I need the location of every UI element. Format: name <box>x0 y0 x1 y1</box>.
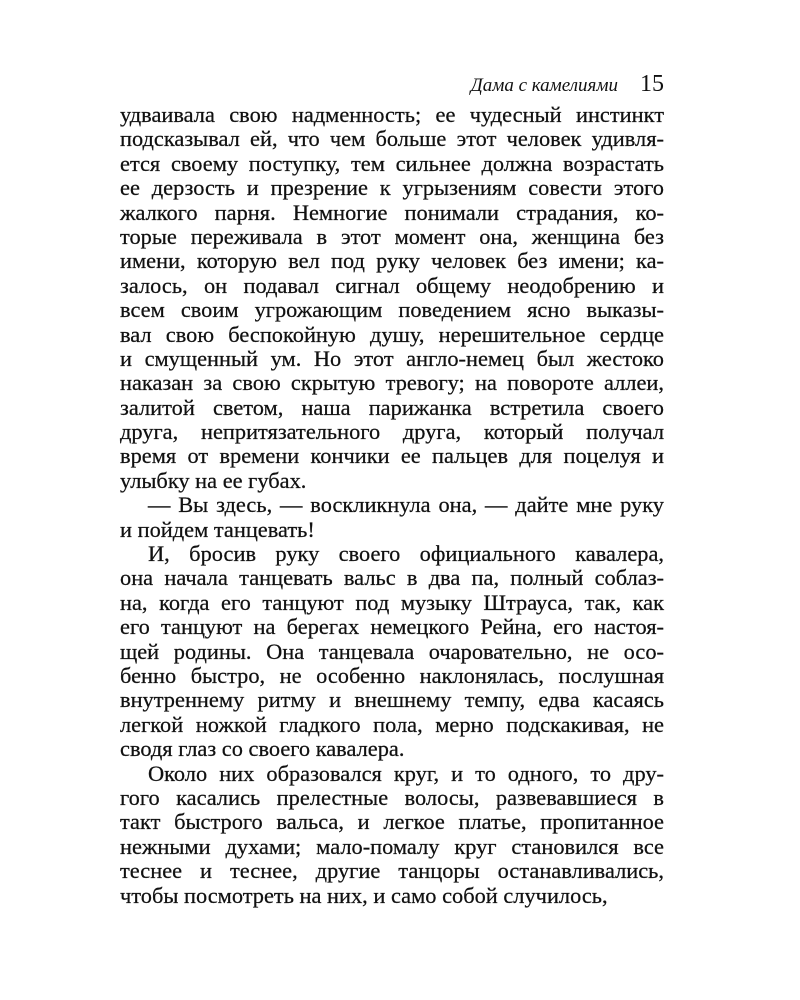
text-line: легкой ножкой гладкого пола, мерно подскакивая, не <box>120 711 664 737</box>
text-line: торые переживала в этот момент она, женщина без <box>120 223 664 249</box>
body-text <box>120 103 664 908</box>
text-line: наказан за свою скрытую тревогу; на повороте аллеи, <box>120 370 664 396</box>
text-line: подсказывал ей, что чем больше этот человек удивля- <box>120 126 664 152</box>
paragraph <box>120 542 664 762</box>
text-line: она начала танцевать вальс в два па, полный соблаз- <box>120 565 664 591</box>
text-line: ее дерзость и презрение к угрызениям совести этого <box>120 175 664 201</box>
text-line: чтобы посмотреть на них, и само собой случилось, <box>120 882 608 908</box>
text-line: такт быстрого вальса, и легкое платье, пропитанное <box>120 809 664 835</box>
text-line: вал свою беспокойную душу, нерешительное сердце <box>120 321 664 347</box>
text-line: и пойдем танцевать! <box>120 516 315 542</box>
text-line: друга, непритязательного друга, который получал <box>120 419 664 445</box>
text-line: его танцуют на берегах немецкого Рейна, его настоя- <box>120 614 664 640</box>
text-line: всем своим угрожающим поведением ясно выказы- <box>120 297 664 323</box>
text-line: ется своему поступку, тем сильнее должна возрастать <box>120 150 664 176</box>
text-line: улыбку на ее губах. <box>120 467 307 493</box>
text-line: сводя глаз со своего кавалера. <box>120 736 405 762</box>
text-line: залось, он подавал сигнал общему неодобрению и <box>120 272 664 298</box>
paragraph <box>120 762 664 908</box>
text-line: гого касались прелестные волосы, развевавшиеся в <box>120 784 664 810</box>
running-title: Дама с камелиями <box>470 75 618 96</box>
paragraph <box>120 493 664 542</box>
page-number: 15 <box>640 71 664 97</box>
text-line: И, бросив руку своего официального кавалера, <box>148 541 664 567</box>
text-line: на, когда его танцуют под музыку Штрауса, так, как <box>120 589 664 615</box>
text-line: и смущенный ум. Но этот англо-немец был жестоко <box>120 345 664 371</box>
text-line: время от времени кончики ее пальцев для поцелуя и <box>120 443 664 469</box>
paragraph <box>120 103 664 493</box>
text-line: залитой светом, наша парижанка встретила своего <box>120 394 664 420</box>
text-line: имени, которую вел под руку человек без имени; ка- <box>120 248 664 274</box>
text-line: теснее и теснее, другие танцоры останавливались, <box>120 858 664 884</box>
text-line: щей родины. Она танцевала очаровательно, не осо- <box>120 638 664 664</box>
text-line: жалкого парня. Немногие понимали страдания, ко- <box>120 199 664 225</box>
text-line: Около них образовался круг, и то одного, то дру- <box>148 760 664 786</box>
text-line: бенно быстро, не особенно наклонялась, послушная <box>120 662 664 688</box>
text-line: нежными духами; мало-помалу круг становился все <box>120 833 664 859</box>
text-line: — Вы здесь, — воскликнула она, — дайте мне руку <box>148 492 664 518</box>
text-line: удваивала свою надменность; ее чудесный инстинкт <box>120 102 664 127</box>
running-head <box>110 71 664 101</box>
text-line: внутреннему ритму и внешнему темпу, едва касаясь <box>120 687 664 713</box>
